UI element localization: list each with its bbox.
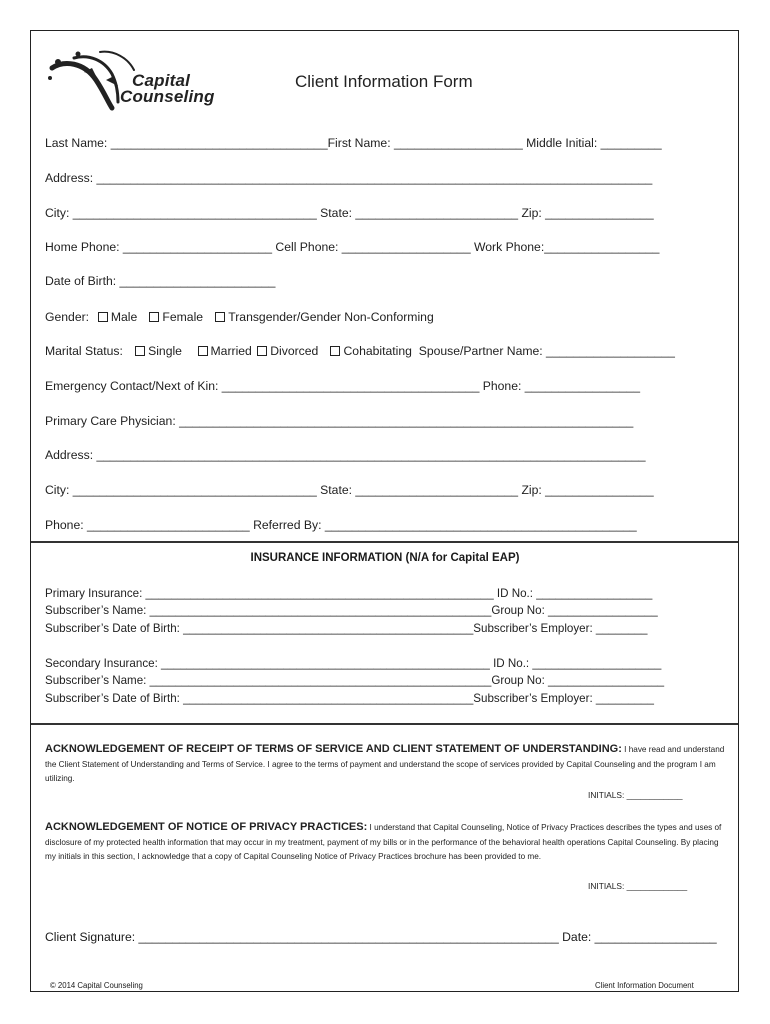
physician-city-state-zip-row[interactable]: City: ____________________________________ State: ________________________ Zip: ________________	[45, 483, 654, 497]
marital-cohabitating-checkbox[interactable]	[330, 346, 340, 356]
gender-male-checkbox[interactable]	[98, 312, 108, 322]
phone-referred-row[interactable]: Phone: ________________________ Referred By: ______________________________________________	[45, 518, 637, 532]
insurance-section-title: INSURANCE INFORMATION (N/A for Capital EAP)	[250, 552, 520, 564]
primary-insurance-row[interactable]: Primary Insurance: ______________________________________________________ ID No.: __________________	[45, 587, 653, 600]
secondary-subscriber-name-row[interactable]: Subscriber’s Name: _____________________________________________________Group No: __________________	[45, 674, 665, 687]
emergency-contact-row[interactable]: Emergency Contact/Next of Kin: ______________________________________ Phone: _________________	[45, 379, 640, 393]
address-field-row[interactable]: Address: __________________________________________________________________________________	[45, 171, 653, 185]
privacy-initials-field[interactable]: INITIALS: _____________	[588, 881, 688, 891]
gender-female-label: Female	[162, 310, 204, 324]
gender-label: Gender:	[45, 310, 90, 324]
primary-subscriber-dob-row[interactable]: Subscriber’s Date of Birth: _____________________________________________Subscriber’s Employer: ________	[45, 622, 648, 635]
terms-ack-heading: ACKNOWLEDGEMENT OF RECEIPT OF TERMS OF SERVICE AND CLIENT STATEMENT OF UNDERSTANDING:	[45, 743, 622, 755]
gender-transgender-checkbox[interactable]	[215, 312, 225, 322]
secondary-insurance-row[interactable]: Secondary Insurance: ___________________________________________________ ID No.: ____________________	[45, 657, 662, 670]
secondary-subscriber-dob-row[interactable]: Subscriber’s Date of Birth: _____________________________________________Subscriber’s Employer: _________	[45, 692, 654, 705]
marital-divorced-label: Divorced	[270, 344, 319, 358]
gender-row	[45, 310, 434, 324]
footer-copyright: © 2014 Capital Counseling	[50, 981, 143, 990]
physician-address-row[interactable]: Address: _________________________________________________________________________________	[45, 448, 646, 462]
terms-acknowledgement	[45, 742, 730, 787]
section-divider	[31, 541, 738, 543]
marital-label: Marital Status:	[45, 344, 123, 358]
primary-subscriber-name-row[interactable]: Subscriber’s Name: _____________________________________________________Group No: _________________	[45, 604, 658, 617]
physician-row[interactable]: Primary Care Physician: ___________________________________________________________________	[45, 414, 634, 428]
spouse-name-field[interactable]: Spouse/Partner Name: ___________________	[418, 344, 675, 358]
privacy-acknowledgement	[45, 820, 730, 865]
marital-status-row	[45, 344, 675, 358]
gender-male-label: Male	[110, 310, 138, 324]
marital-divorced-checkbox[interactable]	[257, 346, 267, 356]
terms-ack-body: I have read and understand the Client Statement of Understanding and Terms of Service. I agree to the terms of payment and understand the scope of services provided by Capital Counseling and the program I am utilizing.	[45, 745, 725, 783]
logo-text-counseling: Counseling	[120, 87, 215, 106]
marital-married-label: Married	[210, 344, 252, 358]
city-state-zip-row[interactable]: City: ____________________________________ State: ________________________ Zip: ________________	[45, 206, 654, 220]
gender-female-checkbox[interactable]	[149, 312, 159, 322]
footer-document-name: Client Information Document	[595, 981, 694, 990]
phones-row[interactable]: Home Phone: ______________________ Cell Phone: ___________________ Work Phone:_________________	[45, 240, 660, 254]
gender-transgender-label: Transgender/Gender Non-Conforming	[228, 310, 434, 324]
client-signature-row[interactable]: Client Signature: ______________________________________________________________ Date: __________________	[45, 930, 717, 944]
name-fields-row[interactable]: Last Name: ________________________________First Name: ___________________ Middle Initial: _________	[45, 136, 662, 150]
marital-single-label: Single	[148, 344, 182, 358]
section-divider	[31, 723, 738, 725]
marital-cohabitating-label: Cohabitating	[343, 344, 412, 358]
dob-row[interactable]: Date of Birth: _______________________	[45, 274, 276, 288]
marital-single-checkbox[interactable]	[135, 346, 145, 356]
privacy-ack-heading: ACKNOWLEDGEMENT OF NOTICE OF PRIVACY PRACTICES:	[45, 821, 368, 833]
terms-initials-field[interactable]: INITIALS: ____________	[588, 790, 683, 800]
marital-married-checkbox[interactable]	[198, 346, 208, 356]
logo-text-capital: Capital	[132, 71, 191, 90]
privacy-ack-body: I understand that Capital Counseling, Notice of Privacy Practices describes the types and uses of disclosure of my protected health information that may occur in my treatment, payment of my bills or in the performance of the behavioral health operations Capital Counseling. By placing my initials in this section, I acknowledge that a copy of Capital Counseling Notice of Privacy Practices brochure has been provided to me.	[45, 823, 722, 861]
form-title: Client Information Form	[295, 72, 473, 91]
